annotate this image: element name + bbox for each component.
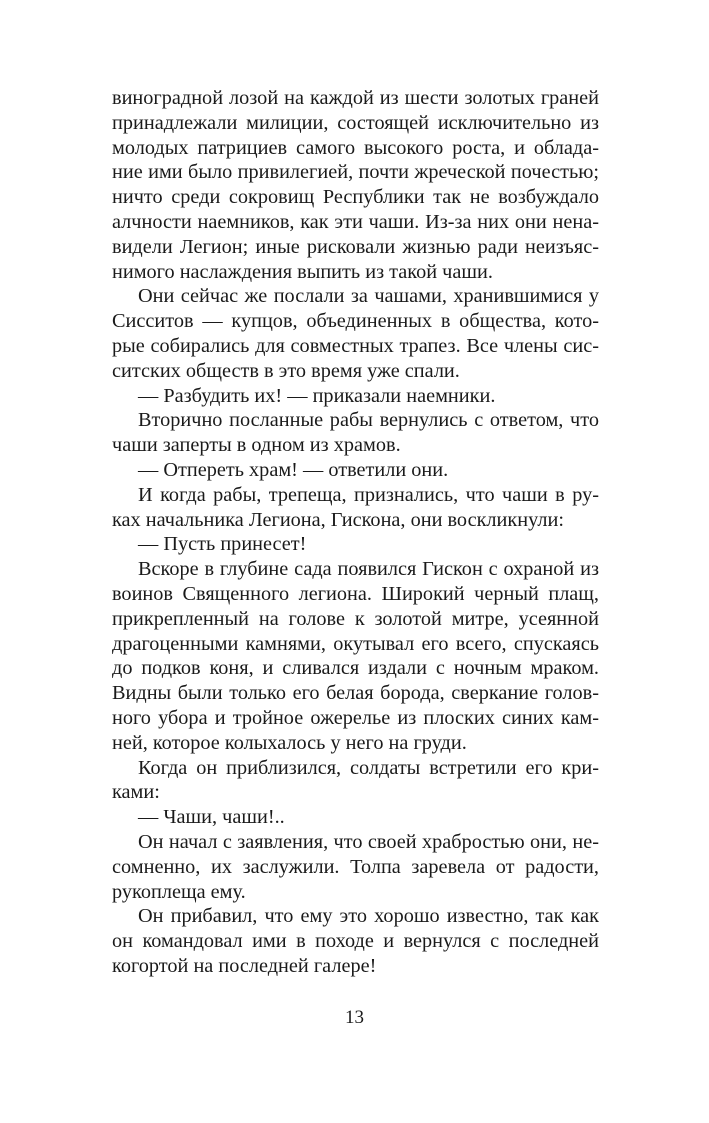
paragraph-1: виноградной лозой на каждой из шести золотых граней принадлежали милиции, состоящей исключительно из молодых патрициев самого высокого роста, и обладание ими было привилегией, почти жреческой почестью; ничто среди сокровищ Республики так не возбуждало алчности наемников, как эти чаши. Из-за них они ненавидели Легион; иные рисковали жизнью ради неизъяснимого наслаждения выпить из такой чаши. — [112, 87, 599, 283]
paragraph-2: Они сейчас же послали за чашами, хранившимися у Сисситов — купцов, объединенных в общества, которые собирались для совместных трапез. Все члены сисситских обществ в это время уже спали. — [112, 285, 599, 382]
paragraph-6: И когда рабы, трепеща, признались, что чаши в руках начальника Легиона, Гискона, они воскликнули: — [112, 483, 599, 531]
paragraph-7: — Пусть принесет! — [138, 533, 307, 556]
paragraph-5: — Отпереть храм! — ответили они. — [138, 458, 449, 481]
paragraph-12: Он прибавил, что ему это хорошо известно, так как он командовал ими в походе и вернулся с последней когортой на последней галере! — [112, 905, 599, 977]
paragraph-9: Когда он приблизился, солдаты встретили его криками: — [112, 756, 599, 804]
paragraph-4: Вторично посланные рабы вернулись с ответом, что чаши заперты в одном из храмов. — [112, 409, 599, 457]
paragraph-10: — Чаши, чаши!.. — [138, 806, 285, 829]
paragraph-8: Вскоре в глубине сада появился Гискон с охраной из воинов Священного легиона. Широкий черный плащ, прикрепленный на голове к золотой митре, усеянной драгоценными камнями, окутывал его всего, спускаясь до подков коня, и сливался издали с ночным мраком. Видны были только его белая борода, сверкание головного убора и тройное ожерелье из плоских синих камней, которое колыхалось у него на груди. — [112, 558, 599, 754]
page-number: 13 — [345, 1007, 364, 1028]
paragraph-11: Он начал с заявления, что своей храбростью они, несомненно, их заслужили. Толпа заревела от радости, рукоплеща ему. — [112, 830, 599, 903]
page-body — [112, 86, 599, 979]
paragraph-3: — Разбудить их! — приказали наемники. — [138, 384, 496, 407]
